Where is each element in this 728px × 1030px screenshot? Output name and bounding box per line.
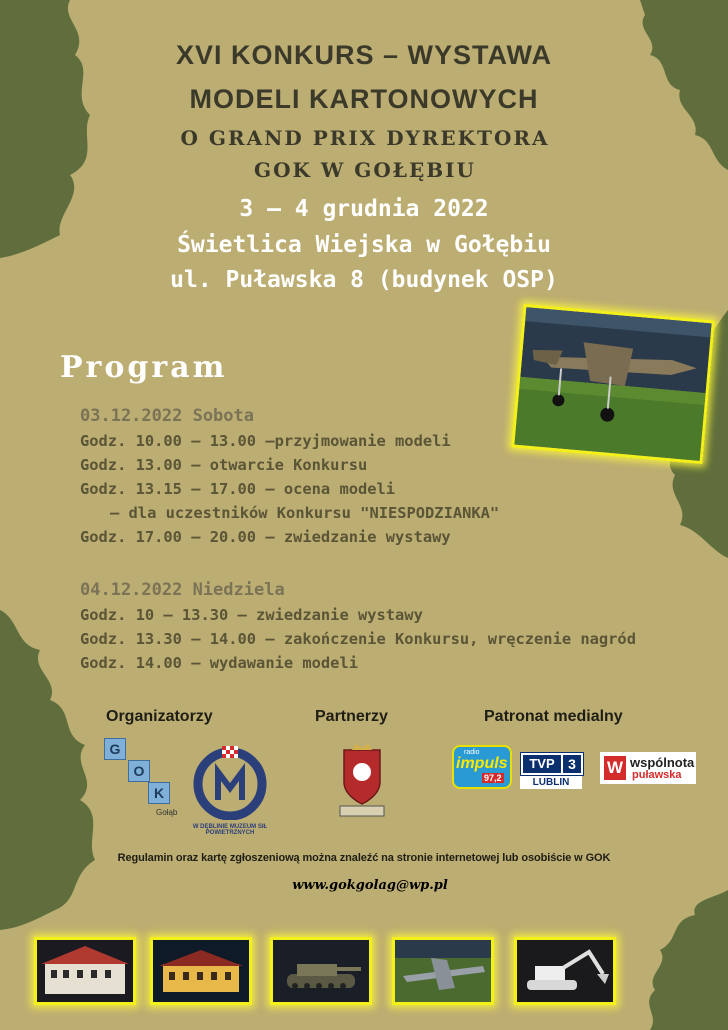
program-line: Godz. 10 – 13.30 – zwiedzanie wystawy xyxy=(80,606,423,624)
program-line: Godz. 17.00 – 20.00 – zwiedzanie wystawy xyxy=(80,528,451,546)
tvp-number: 3 xyxy=(563,755,581,773)
day-1-title: 03.12.2022 Sobota xyxy=(80,406,254,426)
museum-text: W DĘBLINIE MUZEUM SIŁ POWIETRZNYCH xyxy=(192,824,268,836)
camo-bottom-right xyxy=(630,890,728,1030)
photo-plane xyxy=(392,937,494,1005)
photo-building-2 xyxy=(150,937,252,1005)
radio-small-label: radio xyxy=(464,749,480,756)
title-line-2: MODELI KARTONOWYCH xyxy=(189,84,539,114)
gok-logo xyxy=(100,738,180,828)
partners-label: Partnerzy xyxy=(315,708,388,725)
radio-impuls-logo xyxy=(452,745,512,789)
tvp3-logo xyxy=(520,752,582,790)
footer-note: Regulamin oraz kartę zgłoszeniową można znaleźć na stronie internetowej lub osobiście w GOK xyxy=(117,852,611,864)
coat-of-arms-logo xyxy=(332,742,392,822)
wspolnota-line2: puławska xyxy=(632,769,682,781)
day-2-title: 04.12.2022 Niedziela xyxy=(80,580,285,600)
event-venue: Świetlica Wiejska w Gołębiu xyxy=(177,232,551,258)
gok-caption: Gołąb xyxy=(156,808,178,817)
tvp-name: TVP xyxy=(523,755,561,773)
gok-letter-k: K xyxy=(148,782,170,804)
program-line: Godz. 13.30 – 14.00 – zakończenie Konkursu, wręczenie nagród xyxy=(80,630,636,648)
media-label: Patronat medialny xyxy=(484,708,623,725)
program-line: Godz. 14.00 – wydawanie modeli xyxy=(80,654,358,672)
photo-tank xyxy=(270,937,372,1005)
day-1-block xyxy=(80,404,499,549)
program-line: – dla uczestników Konkursu "NIESPODZIANKA" xyxy=(110,504,500,522)
program-title: Program xyxy=(60,350,228,385)
title-line-1: XVI KONKURS – WYSTAWA xyxy=(175,40,553,70)
radio-frequency: 97,2 xyxy=(484,773,502,783)
wspolnota-w-mark: W xyxy=(604,756,626,780)
program-line: Godz. 13.15 – 17.00 – ocena modeli xyxy=(80,480,396,498)
wspolnota-logo xyxy=(600,752,696,784)
gok-letter-o: O xyxy=(128,760,150,782)
program-line: Godz. 13.00 – otwarcie Konkursu xyxy=(80,456,368,474)
day-2-block xyxy=(80,578,636,675)
wspolnota-line1: wspólnota xyxy=(630,755,695,770)
photo-building-1 xyxy=(34,937,136,1005)
website-link[interactable]: www.gokgolag@wp.pl xyxy=(292,878,448,893)
airplane-photo xyxy=(511,304,715,464)
museum-logo xyxy=(192,744,268,836)
event-address: ul. Puławska 8 (budynek OSP) xyxy=(170,267,558,293)
event-date: 3 – 4 grudnia 2022 xyxy=(239,196,489,222)
program-line: Godz. 10.00 – 13.00 –przyjmowanie modeli xyxy=(80,432,451,450)
photo-excavator xyxy=(514,937,616,1005)
tvp-box xyxy=(520,752,584,776)
gok-letter-g: G xyxy=(104,738,126,760)
tvp-city: LUBLIN xyxy=(520,776,582,789)
subtitle: O GRAND PRIX DYREKTORA GOK W GOŁĘBIU xyxy=(180,126,550,182)
organizers-label: Organizatorzy xyxy=(106,708,213,725)
radio-name: impuls xyxy=(456,755,508,772)
